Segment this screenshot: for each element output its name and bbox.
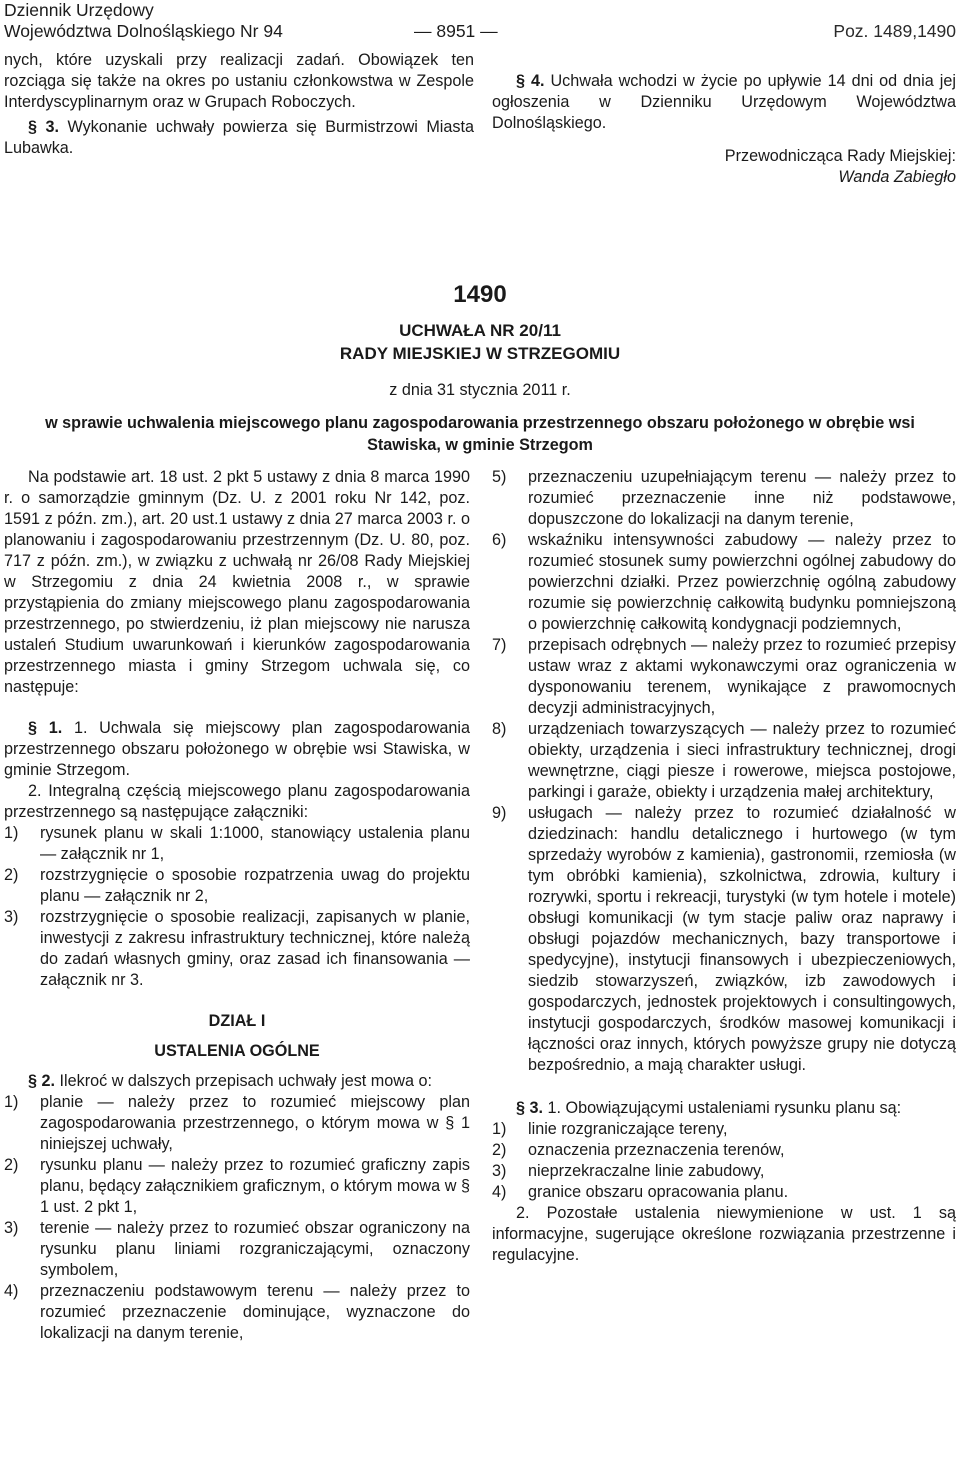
list-item: 2) rysunku planu — należy przez to rozumieć graficzny zapis planu, będący załącznikiem graficznym, o którym mowa w § 1 ust. 2 pkt 1, [4,1156,470,1216]
section-1-p2: 2. Integralną częścią miejscowego planu zagospodarowania przestrzennego są następujące załączniki: [4,782,470,821]
preamble: Na podstawie art. 18 ust. 2 pkt 5 ustawy z dnia 8 marca 1990 r. o samorządzie gminnym (Dz. U. z 2001 roku Nr 142, poz. 1591 z późn. zm.), art. 20 ust.1 ustawy z dnia 27 marca 2003 r. o planowaniu i zagospodarowaniu przestrzennym (Dz. U. 80, poz. 717 z późn. zm.), w związku z uchwałą nr 26/08 Rady Miejskiej w Strzegomiu z dnia 24 kwietnia 2008 r., w sprawie przystąpienia do zmiany miejscowego planu zagospodarowania przestrzennego, po stwierdzeniu, iż plan miejscowy nie narusza ustaleń Studium uwarunkowań i kierunków zagospodarowania przestrzennego miasta i gminy Strzegom uchwala się, co następuje: [4,468,470,696]
list-item: 1) planie — należy przez to rozumieć miejscowy plan zagospodarowania przestrzennego, o którym mowa w § 1 niniejszej uchwały, [4,1093,470,1153]
list-item: 7) przepisach odrębnych — należy przez to rozumieć przepisy ustaw wraz z aktami wykonawczymi oraz ograniczenia w dysponowaniu terenem, wynikające z prawomocnych decyzji administracyjnych, [492,636,956,717]
list-item: 2) rozstrzygnięcie o sposobie rozpatrzenia uwag do projektu planu — załącznik nr 2, [4,866,470,905]
prev-left-column [4,50,474,159]
list-item: 4) granice obszaru opracowania planu. [492,1183,789,1201]
act-title: UCHWAŁA NR 20/11 [399,321,561,340]
list-item: 1) linie rozgraniczające tereny, [492,1120,728,1138]
attachments-list [4,823,470,991]
list-item: 5) przeznaczeniu uzupełniającym terenu — należy przez to rozumieć przeznaczenie inne niż podstawowe, dopuszczone do lokalizacji na danym terenie, [492,468,956,528]
right-column [492,467,956,1266]
page-header [4,0,956,42]
section-3-p2: 2. Pozostałe ustalenia niewymienione w ust. 1 są informacyjne, sugerujące określone rozwiązania przestrzenne i regulacyjne. [492,1204,956,1264]
act-subject: w sprawie uchwalenia miejscowego planu zagospodarowania przestrzennego obszaru położonego w obrębie wsi Stawiska, w gminie Strzegom [45,414,915,454]
list-item: 6) wskaźniku intensywności zabudowy — należy przez to rozumieć stosunek sumy powierzchni ogólnej zabudowy do powierzchni działki. Przez powierzchnię ogólną zabudowy rozumie się powierzchnię całkowitą budynku pomniejszoną o powierzchnię całkowitą kondygnacji podziemnych, [492,531,956,633]
list-item: 1) rysunek planu w skali 1:1000, stanowiący ustalenia planu — załącznik nr 1, [4,824,470,863]
section-1-p1: § 1. 1. Uchwala się miejscowy plan zagospodarowania przestrzennego obszaru położonego w obrębie wsi Stawiska, w gminie Strzegom. [4,719,470,779]
position-number: Poz. 1489,1490 [833,21,956,41]
journal-name: Dziennik Urzędowy [4,0,154,20]
chair-label: Przewodnicząca Rady Miejskiej: [724,147,956,165]
act-number: 1490 [453,281,507,308]
section-2-intro: § 2. Ilekroć w dalszych przepisach uchwały jest mowa o: [28,1072,432,1090]
division-subtitle: USTALENIA OGÓLNE [154,1042,320,1060]
list-item: 3) terenie — należy przez to rozumieć obszar ograniczony na rysunku planu liniami rozgraniczającymi, oznaczony symbolem, [4,1219,470,1279]
voivodeship-issue: Województwa Dolnośląskiego Nr 94 [4,21,283,41]
section-3-intro: § 3. 1. Obowiązującymi ustaleniami rysunku planu są: [516,1099,902,1117]
definitions-list [4,1092,470,1344]
drawing-provisions-list [492,1119,956,1203]
list-item: 3) rozstrzygnięcie o sposobie realizacji, zapisanych w planie, inwestycji z zakresu infrastruktury technicznej, które należą do zadań własnych gminy, oraz zasad ich finansowania — załącznik nr 3. [4,908,470,989]
prev-section-3: § 3. Wykonanie uchwały powierza się Burmistrzowi Miasta Lubawka. [4,118,474,157]
list-item: 4) przeznaczeniu podstawowym terenu — należy przez to rozumieć przeznaczenie dominujące, wyznaczone do lokalizacji na danym terenie, [4,1282,470,1342]
list-item: 2) oznaczenia przeznaczenia terenów, [492,1141,785,1159]
definitions-list-continued [492,467,956,1076]
list-item: 3) nieprzekraczalne linie zabudowy, [492,1162,765,1180]
list-item: 8) urządzeniach towarzyszących — należy przez to rozumieć obiekty, urządzenia i sieci infrastruktury technicznej, drogi wewnętrzne, ciągi piesze i rowerowe, miejsca postojowe, parkingi i garaże, obiekty i urządzenia małej architektury, [492,720,956,801]
list-item: 9) usługach — należy przez to rozumieć działalność w dziedzinach: handlu detalicznego i hurtowego (w tym sprzedaży wyrobów z kamienia), gastronomii, rzemiosła (w tym obróbki kamienia), szkolnictwa, zdrowia, kultury i rozrywki, sportu i rekreacji, turystyki (w tym hotele i motele) obsługi komunikacji (w tym stacje paliw oraz naprawy i obsługi pojazdów mechanicznych, bazy transportowe i spedycyjne), instytucji finansowych i ubezpieczeniowych, siedzib stowarzyszeń, związków, izb zawodowych i gospodarczych, jednostek projektowych i consultingowych, instytucji gospodarczych, środków masowej komunikacji i łączności oraz innych, których powyższe grupy nie dotyczą bezpośrednio, a mają charakter usługi. [492,804,956,1074]
left-column [4,467,470,1344]
prev-paragraph: nych, które uzyskali przy realizacji zadań. Obowiązek ten rozciąga się także na okres po ustaniu członkowstwa w Zespole Interdyscyplinarnym oraz w Grupach Roboczych. [4,51,474,111]
division-title: DZIAŁ I [208,1012,266,1030]
chair-name: Wanda Zabiegło [838,168,956,186]
act-date: z dnia 31 stycznia 2011 r. [389,381,571,399]
page-number: — 8951 — [414,21,498,41]
prev-right-column [492,71,956,188]
prev-section-4: § 4. Uchwała wchodzi w życie po upływie 14 dni od dnia jej ogłoszenia w Dzienniku Urzędowym Województwa Dolnośląskiego. [492,72,956,132]
council-name: RADY MIEJSKIEJ W STRZEGOMIU [339,344,621,363]
